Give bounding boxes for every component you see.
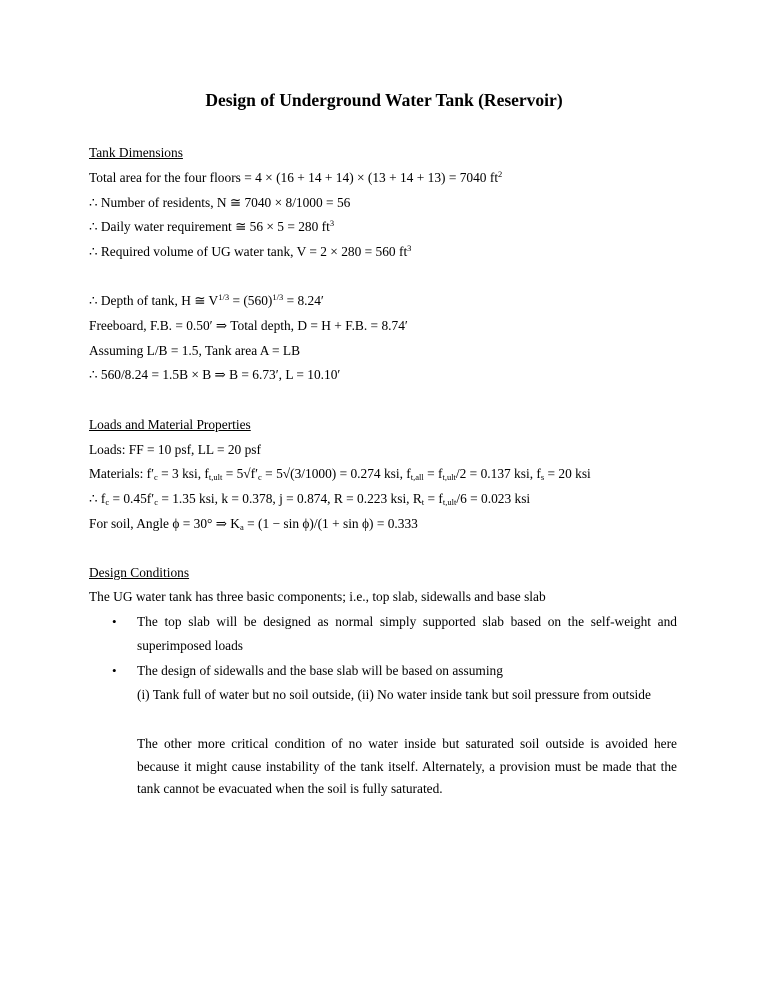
soil-line: For soil, Angle ϕ = 30° ⇒ $K_a = (1 - \sin \phi)/(1 + \sin \phi) = 0.333$ [89, 516, 418, 532]
assuming-line: Assuming L/B = 1.5, Tank area A = LB [89, 343, 301, 358]
section-heading-design-conditions: Design Conditions [89, 565, 190, 580]
depth-line: ∴ Depth of tank, H ≅ $V^{1/3} = (560)^{1/3} = 8.24'$ [89, 292, 324, 308]
bullet-icon: • [112, 663, 117, 678]
section-heading-loads: Loads and Material Properties [89, 417, 251, 432]
bullet2-line2: (i) Tank full of water but no soil outside, (ii) No water inside tank but soil pressure from outside [137, 687, 651, 702]
loads-line: Loads: FF = 10 psf, LL = 20 psf [89, 442, 261, 457]
bullet2-line1: The design of sidewalls and the base slab will be based on assuming [137, 663, 503, 678]
allowable-stress-line: ∴ $f_c = 0.45f'_c = 1.35$ ksi, k = 0.378, j = 0.874, R = 0.223 ksi, $R_t = f_{t,ult}/6 = 0.023$ ksi [89, 491, 531, 507]
bullet1-line2: superimposed loads [137, 638, 243, 653]
residents-line: ∴ Number of residents, N ≅ 7040 × 8/1000 = 56 [89, 195, 351, 210]
design-intro-line: The UG water tank has three basic components; i.e., top slab, sidewalls and base slab [89, 589, 546, 604]
required-volume-line: ∴ Required volume of UG water tank, V = 2 × 280 = 560 $ft^3$ [89, 243, 412, 259]
page-title: Design of Underground Water Tank (Reservoir) [205, 90, 563, 110]
bullet-icon: • [112, 614, 117, 629]
section-heading-tank-dimensions: Tank Dimensions [89, 145, 183, 160]
total-area-line: Total area for the four floors = 4 × (16 + 14 + 14) × (13 + 14 + 13) = 7040 $ft^2$ [89, 169, 503, 185]
dimensions-line: ∴ 560/8.24 = 1.5B × B ⇒ B = 6.73′, L = 10.10′ [89, 367, 341, 382]
materials-line: Materials: $f'_c = 3$ ksi, $f_{t,ult} = 5√f'_c = 5√(3/1000) = 0.274$ ksi, $f_{t,all} = f_{t,ult}/2 = 0.137$ ksi, $f_s = 20$ ksi [89, 466, 591, 482]
critical-condition-paragraph: The other more critical condition of no water inside but saturated soil outside is avoided here because it might cause instability of the tank itself. Alternately, a provision must be made that the tank cannot be evacuated when the soil is fully saturated. [137, 736, 677, 796]
freeboard-line: Freeboard, F.B. = 0.50′ ⇒ Total depth, D = H + F.B. = 8.74′ [89, 318, 408, 333]
bullet1-line1: The top slab will be designed as normal simply supported slab based on the self-weight and [137, 614, 677, 629]
daily-requirement-line: ∴ Daily water requirement ≅ 56 × 5 = 280 $ft^3$ [89, 218, 335, 234]
